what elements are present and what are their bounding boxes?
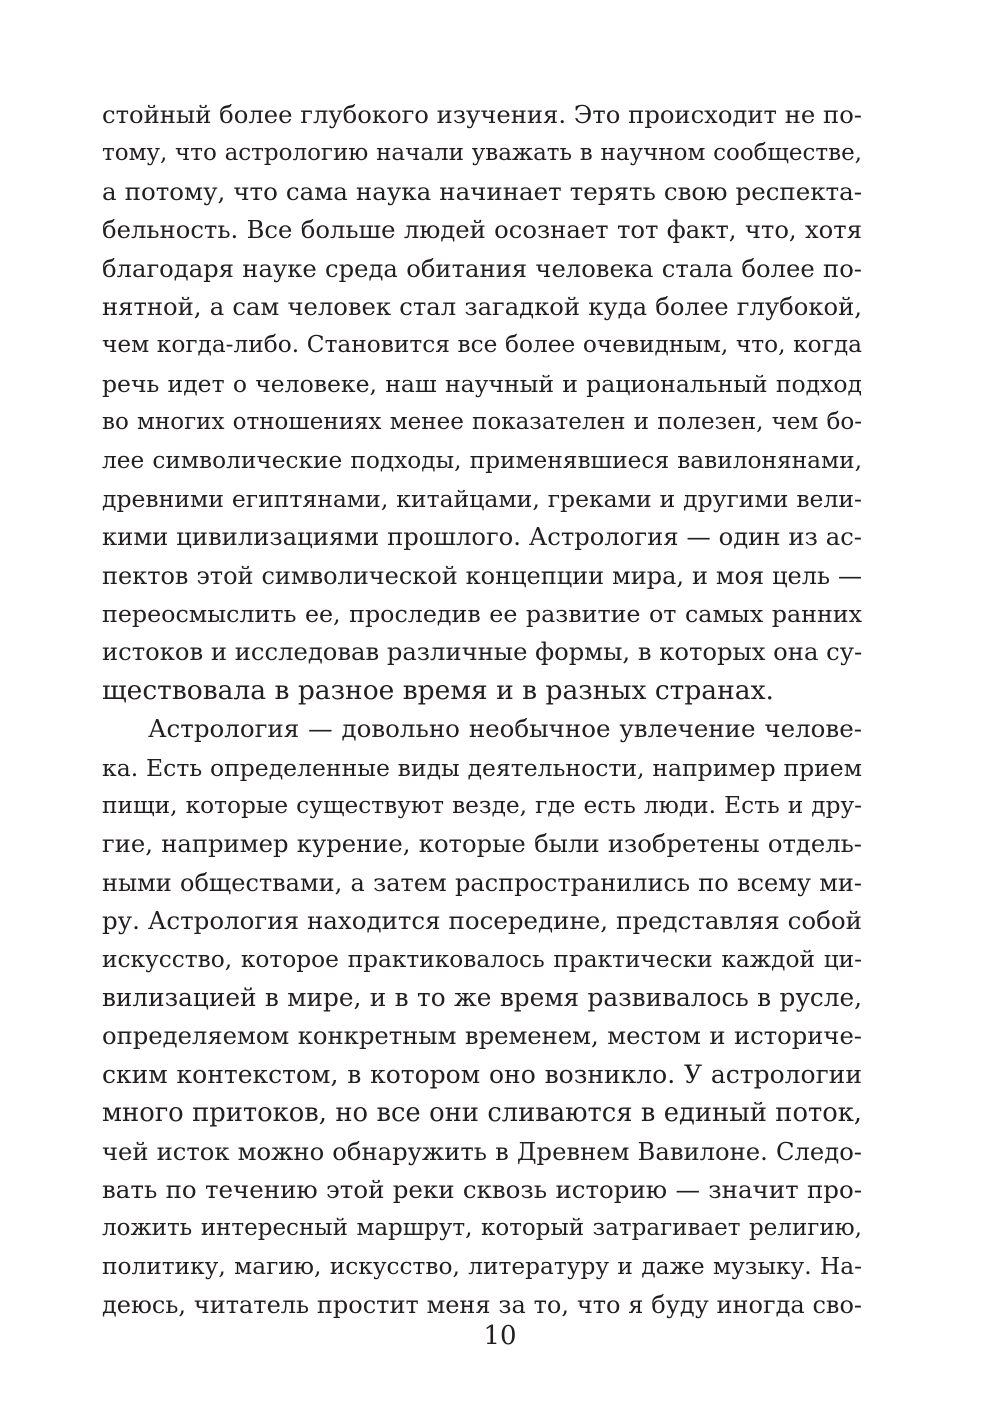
text-line: а потому, что сама наука начинает терять свою респекта- [102, 176, 862, 206]
text-line: благодаря науке среда обитания человека стала более по- [102, 253, 862, 283]
text-line: лее символические подходы, применявшиеся вавилонянами, [102, 446, 862, 474]
text-line: тому, что астрологию начали уважать в научном сообществе, [102, 140, 862, 167]
text-line: ру. Астрология находится посередине, представляя собой [102, 906, 862, 936]
body-text [102, 96, 862, 1325]
page-number: 10 [483, 1321, 517, 1351]
text-line: искусство, которое практиковалось практически каждой ци- [102, 945, 862, 973]
text-line: истоков и исследовав различные формы, в которых она су- [102, 637, 862, 667]
text-line: нятной, а сам человек стал загадкой куда более глубокой, [102, 291, 862, 321]
text-line: древними египтянами, китайцами, греками и другими вели- [102, 484, 862, 513]
text-line: речь идет о человеке, наш научный и рациональный подход [102, 369, 862, 398]
text-line: ка. Есть определенные виды деятельности, например прием [102, 753, 862, 782]
text-line: переосмыслить ее, проследив ее развитие от самых ранних [102, 600, 862, 629]
paragraph-1 [102, 96, 862, 710]
text-line: гие, например курение, которые были изобретены отдель- [102, 829, 862, 859]
text-line: деюсь, читатель простит меня за то, что я буду иногда сво- [102, 1291, 862, 1320]
text-line: вилизацией в мире, и в то же время развивалось в русле, [102, 982, 862, 1012]
text-line: определяемом конкретным временем, местом и историче- [102, 1021, 862, 1051]
text-line: во многих отношениях менее показателен и полезен, чем бо- [102, 409, 862, 436]
text-line: Астрология — довольно необычное увлечение челове- [148, 714, 862, 744]
text-line: ными обществами, а затем распространились по всему ми- [102, 868, 862, 897]
text-line: вать по течению этой реки сквозь историю — значит про- [102, 1174, 862, 1204]
text-line: ложить интересный маршрут, который затрагивает религию, [102, 1215, 862, 1242]
text-line: ществовала в разное время и в разных странах. [102, 674, 774, 706]
text-line: стойный более глубокого изучения. Это происходит не по- [102, 100, 862, 129]
paragraph-2 [102, 710, 862, 1324]
text-line: пектов этой символической концепции мира, и моя цель — [102, 561, 862, 590]
text-line: бельность. Все больше людей осознает тот факт, что, хотя [102, 215, 862, 245]
text-line: чей исток можно обнаружить в Древнем Вавилоне. Следо- [102, 1136, 862, 1166]
text-line: много притоков, но все они сливаются в единый поток, [102, 1098, 862, 1129]
text-line: пищи, которые существуют везде, где есть люди. Есть и дру- [102, 792, 862, 820]
text-line: чем когда-либо. Становится все более очевидным, что, когда [102, 331, 862, 359]
text-line: ским контекстом, в котором оно возникло. У астрологии [102, 1059, 862, 1089]
text-line: политику, магию, искусство, литературу и даже музыку. На- [102, 1252, 862, 1280]
text-line: кими цивилизациями прошлого. Астрология — один из ас- [102, 522, 862, 552]
